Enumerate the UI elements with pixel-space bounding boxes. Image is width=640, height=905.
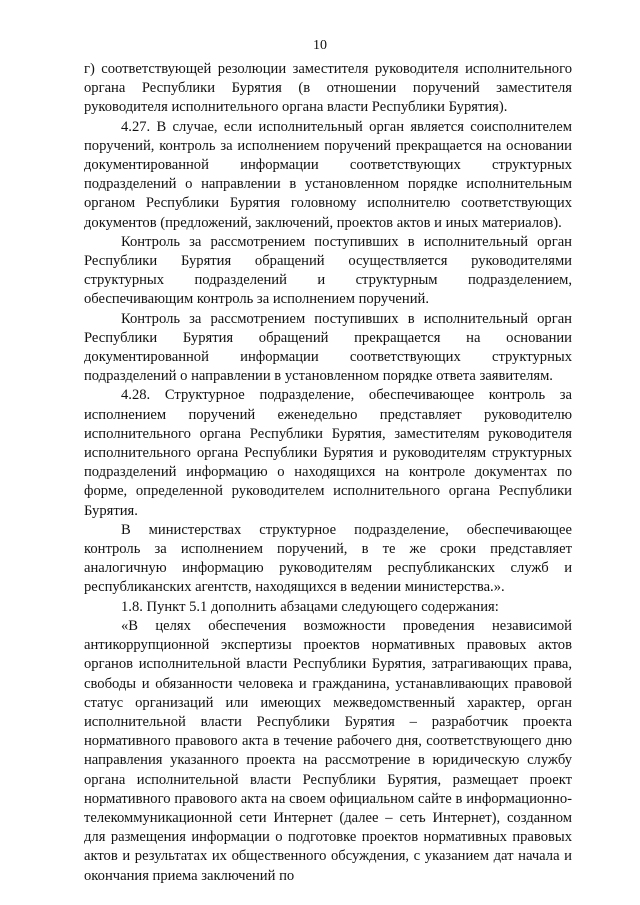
paragraph-1-8: 1.8. Пункт 5.1 дополнить абзацами следующего содержания: bbox=[121, 598, 499, 615]
paragraph-ministries: В министерствах структурное подразделение, обеспечивающее контроль за исполнением поручений, в те же сроки представляет аналогичную информацию руководителям республиканских служб и республиканских агентств, находящихся в ведении министерства.». bbox=[84, 521, 572, 596]
paragraph-subitem-g: г) соответствующей резолюции заместителя руководителя исполнительного органа Республики Бурятия (в отношении поручений заместителя руководителя исполнительного органа власти Республики Бурятия). bbox=[84, 61, 572, 116]
paragraph-4-28: 4.28. Структурное подразделение, обеспечивающее контроль за исполнением поручений еженедельно представляет руководителю исполнительного органа Республики Бурятия, заместителям руководителя исполнительного органа Республики Бурятия и руководителям структурных подразделений информацию о находящихся на контроле документах по форме, определенной руководителем исполнительного органа Республики Бурятия. bbox=[84, 387, 572, 519]
document-body bbox=[84, 60, 572, 886]
paragraph-anticorruption-expertise: «В целях обеспечения возможности проведения независимой антикоррупционной экспертизы проектов нормативных правовых актов органов исполнительной власти Республики Бурятия, затрагивающих права, свободы и обязанности человека и гражданина, устанавливающих правовой статус организаций или имеющих межведомственный характер, орган исполнительной власти Республики Бурятия – разработчик проекта нормативного правового акта в течение рабочего дня, соответствующего дню направления указанного проекта на рассмотрение в юридическую службу органа исполнительной власти Республики Бурятия, размещает проект нормативного правового акта на своем официальном сайте в информационно-телекоммуникационной сети Интернет (далее – сеть Интернет), созданном для размещения информации о подготовке проектов нормативных правовых актов и результатах их общественного обсуждения, с указанием дат начала и окончания приема заключений по bbox=[84, 617, 572, 884]
paragraph-4-27: 4.27. В случае, если исполнительный орган является соисполнителем поручений, контроль за исполнением поручений прекращается на основании документированной информации соответствующих структурных подразделений о направлении в установленном порядке исполнительным органом Республики Бурятия головному исполнителю соответствующих документов (предложений, заключений, проектов актов и иных материалов). bbox=[84, 118, 572, 231]
paragraph-appeals-termination: Контроль за рассмотрением поступивших в исполнительный орган Республики Бурятия обращений прекращается на основании документированной информации соответствующих структурных подразделений о направлении в установленном порядке ответа заявителям. bbox=[84, 310, 572, 385]
paragraph-appeals-control: Контроль за рассмотрением поступивших в исполнительный орган Республики Бурятия обращений осуществляется руководителями структурных подразделений и структурным подразделением, обеспечивающим контроль за исполнением поручений. bbox=[84, 233, 572, 308]
page-number: 10 bbox=[313, 38, 327, 53]
